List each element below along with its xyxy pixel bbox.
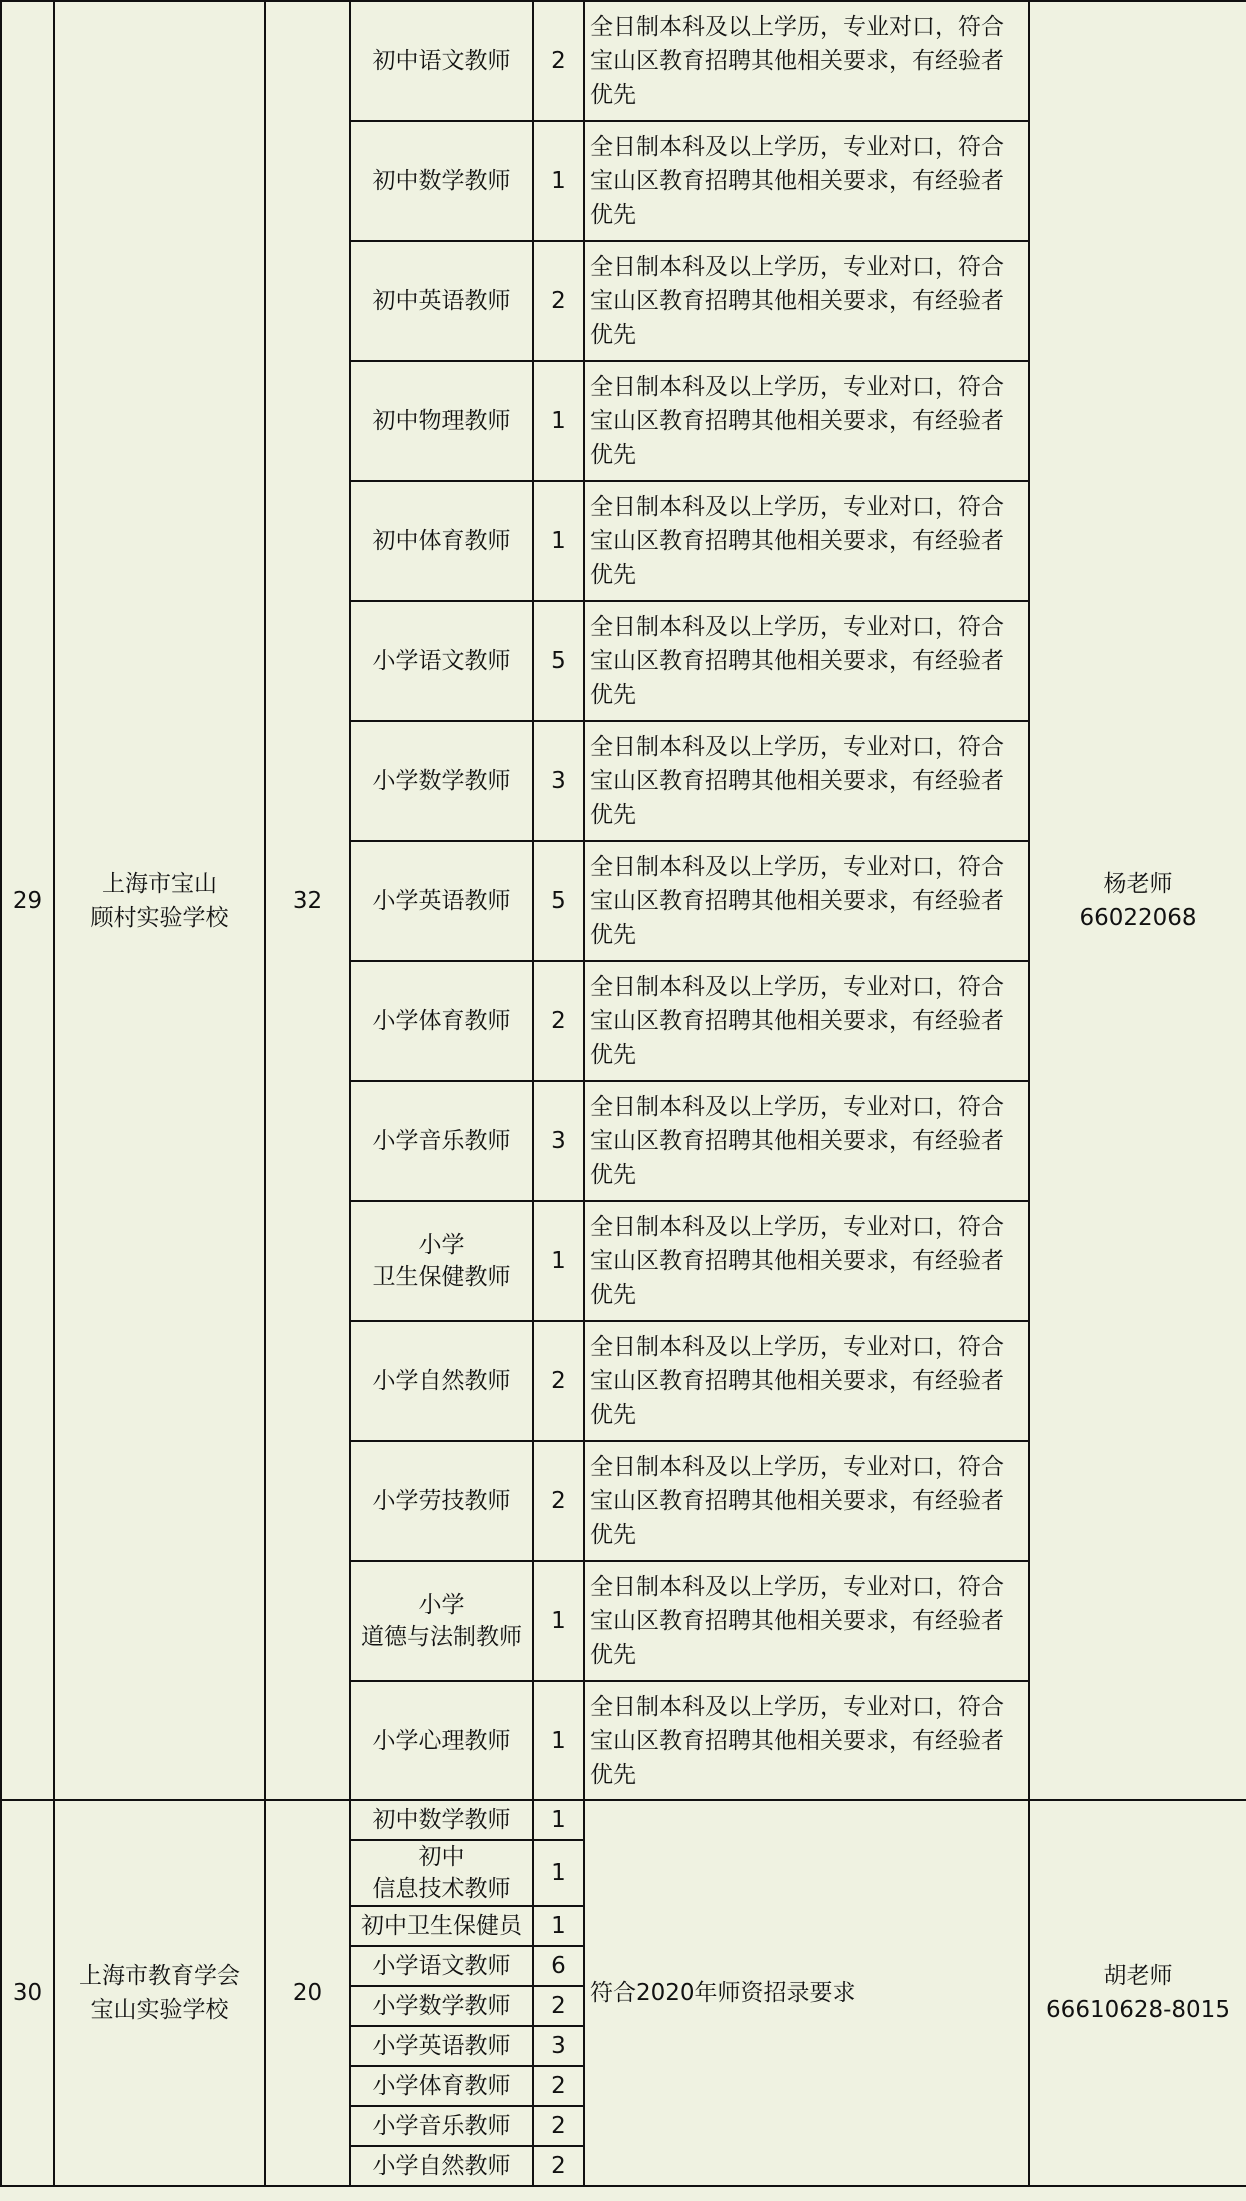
position-count-cell: 2 bbox=[533, 1986, 584, 2026]
position-count-cell: 1 bbox=[533, 1681, 584, 1800]
requirement-cell: 全日制本科及以上学历，专业对口，符合宝山区教育招聘其他相关要求，有经验者优先 bbox=[584, 841, 1029, 961]
requirement-cell: 全日制本科及以上学历，专业对口，符合宝山区教育招聘其他相关要求，有经验者优先 bbox=[584, 1441, 1029, 1561]
position-cell: 初中数学教师 bbox=[350, 1800, 533, 1840]
position-cell: 初中数学教师 bbox=[350, 121, 533, 241]
requirement-cell: 全日制本科及以上学历，专业对口，符合宝山区教育招聘其他相关要求，有经验者优先 bbox=[584, 1561, 1029, 1681]
position-count-cell: 2 bbox=[533, 1321, 584, 1441]
position-cell: 小学英语教师 bbox=[350, 2026, 533, 2066]
position-cell: 小学劳技教师 bbox=[350, 1441, 533, 1561]
school-name-cell: 上海市教育学会 宝山实验学校 bbox=[54, 1800, 265, 2186]
table-body bbox=[1, 1, 1246, 2186]
position-cell: 小学数学教师 bbox=[350, 1986, 533, 2026]
requirement-cell: 全日制本科及以上学历，专业对口，符合宝山区教育招聘其他相关要求，有经验者优先 bbox=[584, 1681, 1029, 1800]
requirement-cell: 全日制本科及以上学历，专业对口，符合宝山区教育招聘其他相关要求，有经验者优先 bbox=[584, 361, 1029, 481]
position-count-cell: 1 bbox=[533, 481, 584, 601]
requirement-cell: 全日制本科及以上学历，专业对口，符合宝山区教育招聘其他相关要求，有经验者优先 bbox=[584, 481, 1029, 601]
position-count-cell: 6 bbox=[533, 1946, 584, 1986]
row-number-cell: 29 bbox=[1, 1, 54, 1800]
requirement-cell: 全日制本科及以上学历，专业对口，符合宝山区教育招聘其他相关要求，有经验者优先 bbox=[584, 121, 1029, 241]
position-count-cell: 3 bbox=[533, 721, 584, 841]
position-cell: 小学体育教师 bbox=[350, 2066, 533, 2106]
position-count-cell: 1 bbox=[533, 1840, 584, 1906]
position-count-cell: 1 bbox=[533, 121, 584, 241]
position-cell: 小学心理教师 bbox=[350, 1681, 533, 1800]
position-cell: 小学语文教师 bbox=[350, 1946, 533, 1986]
position-count-cell: 1 bbox=[533, 361, 584, 481]
position-cell: 小学 道德与法制教师 bbox=[350, 1561, 533, 1681]
position-count-cell: 2 bbox=[533, 1441, 584, 1561]
requirement-cell: 全日制本科及以上学历，专业对口，符合宝山区教育招聘其他相关要求，有经验者优先 bbox=[584, 961, 1029, 1081]
position-count-cell: 3 bbox=[533, 2026, 584, 2066]
total-count-cell: 20 bbox=[265, 1800, 350, 2186]
position-cell: 小学英语教师 bbox=[350, 841, 533, 961]
position-cell: 小学数学教师 bbox=[350, 721, 533, 841]
position-cell: 初中英语教师 bbox=[350, 241, 533, 361]
position-count-cell: 2 bbox=[533, 961, 584, 1081]
position-count-cell: 2 bbox=[533, 2146, 584, 2186]
position-count-cell: 3 bbox=[533, 1081, 584, 1201]
requirement-cell: 全日制本科及以上学历，专业对口，符合宝山区教育招聘其他相关要求，有经验者优先 bbox=[584, 601, 1029, 721]
requirement-cell: 全日制本科及以上学历，专业对口，符合宝山区教育招聘其他相关要求，有经验者优先 bbox=[584, 1, 1029, 121]
position-count-cell: 5 bbox=[533, 601, 584, 721]
requirement-cell: 全日制本科及以上学历，专业对口，符合宝山区教育招聘其他相关要求，有经验者优先 bbox=[584, 721, 1029, 841]
position-count-cell: 2 bbox=[533, 2106, 584, 2146]
position-count-cell: 2 bbox=[533, 1, 584, 121]
contact-cell: 胡老师 66610628-8015 bbox=[1029, 1800, 1246, 2186]
position-count-cell: 2 bbox=[533, 241, 584, 361]
table-row bbox=[1, 1, 1246, 121]
position-cell: 初中物理教师 bbox=[350, 361, 533, 481]
table-row bbox=[1, 1800, 1246, 1840]
position-cell: 小学语文教师 bbox=[350, 601, 533, 721]
position-cell: 初中 信息技术教师 bbox=[350, 1840, 533, 1906]
position-count-cell: 2 bbox=[533, 2066, 584, 2106]
position-count-cell: 1 bbox=[533, 1561, 584, 1681]
requirement-cell: 全日制本科及以上学历，专业对口，符合宝山区教育招聘其他相关要求，有经验者优先 bbox=[584, 241, 1029, 361]
school-name-cell: 上海市宝山 顾村实验学校 bbox=[54, 1, 265, 1800]
position-cell: 小学音乐教师 bbox=[350, 2106, 533, 2146]
requirement-cell: 全日制本科及以上学历，专业对口，符合宝山区教育招聘其他相关要求，有经验者优先 bbox=[584, 1081, 1029, 1201]
row-number-cell: 30 bbox=[1, 1800, 54, 2186]
position-count-cell: 1 bbox=[533, 1201, 584, 1321]
position-count-cell: 1 bbox=[533, 1800, 584, 1840]
position-count-cell: 5 bbox=[533, 841, 584, 961]
requirement-cell: 全日制本科及以上学历，专业对口，符合宝山区教育招聘其他相关要求，有经验者优先 bbox=[584, 1321, 1029, 1441]
position-cell: 小学音乐教师 bbox=[350, 1081, 533, 1201]
position-cell: 初中语文教师 bbox=[350, 1, 533, 121]
contact-cell: 杨老师 66022068 bbox=[1029, 1, 1246, 1800]
total-count-cell: 32 bbox=[265, 1, 350, 1800]
requirement-cell: 全日制本科及以上学历，专业对口，符合宝山区教育招聘其他相关要求，有经验者优先 bbox=[584, 1201, 1029, 1321]
position-cell: 小学自然教师 bbox=[350, 2146, 533, 2186]
position-cell: 小学 卫生保健教师 bbox=[350, 1201, 533, 1321]
position-cell: 初中卫生保健员 bbox=[350, 1906, 533, 1946]
position-cell: 小学体育教师 bbox=[350, 961, 533, 1081]
position-cell: 初中体育教师 bbox=[350, 481, 533, 601]
position-cell: 小学自然教师 bbox=[350, 1321, 533, 1441]
position-count-cell: 1 bbox=[533, 1906, 584, 1946]
requirement-cell: 符合2020年师资招录要求 bbox=[584, 1800, 1029, 2186]
